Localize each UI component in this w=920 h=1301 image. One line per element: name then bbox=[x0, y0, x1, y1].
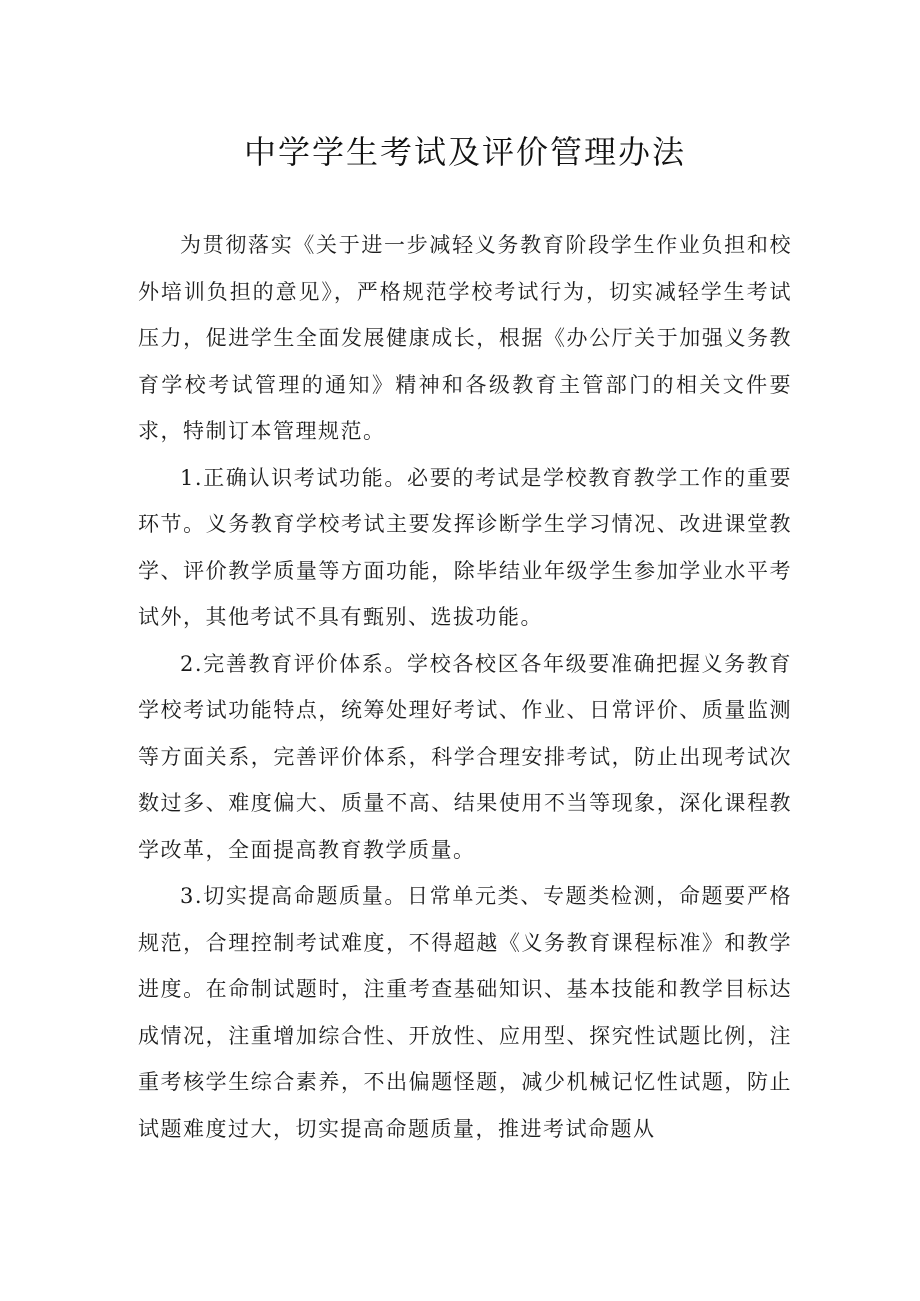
intro-paragraph: 为贯彻落实《关于进一步减轻义务教育阶段学生作业负担和校外培训负担的意见》，严格规范学校考试行为，切实减轻学生考试压力，促进学生全面发展健康成长，根据《办公厅关于加强义务教育学校考试管理的通知》精神和各级教育主管部门的相关文件要求，特制订本管理规范。 bbox=[138, 233, 792, 443]
clause-2-paragraph: 2.完善教育评价体系。学校各校区各年级要准确把握义务教育学校考试功能特点，统筹处理好考试、作业、日常评价、质量监测等方面关系，完善评价体系，科学合理安排考试，防止出现考试次数过多、难度偏大、质量不高、结果使用不当等现象，深化课程教学改革，全面提高教育教学质量。 bbox=[138, 651, 792, 862]
clause-3-paragraph: 3.切实提高命题质量。日常单元类、专题类检测，命题要严格规范，合理控制考试难度，不得超越《义务教育课程标准》和教学进度。在命制试题时，注重考查基础知识、基本技能和教学目标达成情况，注重增加综合性、开放性、应用型、探究性试题比例，注重考核学生综合素养，不出偏题怪题，减少机械记忆性试题，防止试题难度过大，切实提高命题质量，推进考试命题从 bbox=[138, 884, 792, 1141]
document-title: 中学学生考试及评价管理办法 bbox=[243, 133, 686, 171]
document-body bbox=[138, 222, 792, 1152]
clause-1-paragraph: 1.正确认识考试功能。必要的考试是学校教育教学工作的重要环节。义务教育学校考试主要发挥诊断学生学习情况、改进课堂教学、评价教学质量等方面功能，除毕结业年级学生参加学业水平考试外，其他考试不具有甄别、选拔功能。 bbox=[138, 465, 792, 629]
